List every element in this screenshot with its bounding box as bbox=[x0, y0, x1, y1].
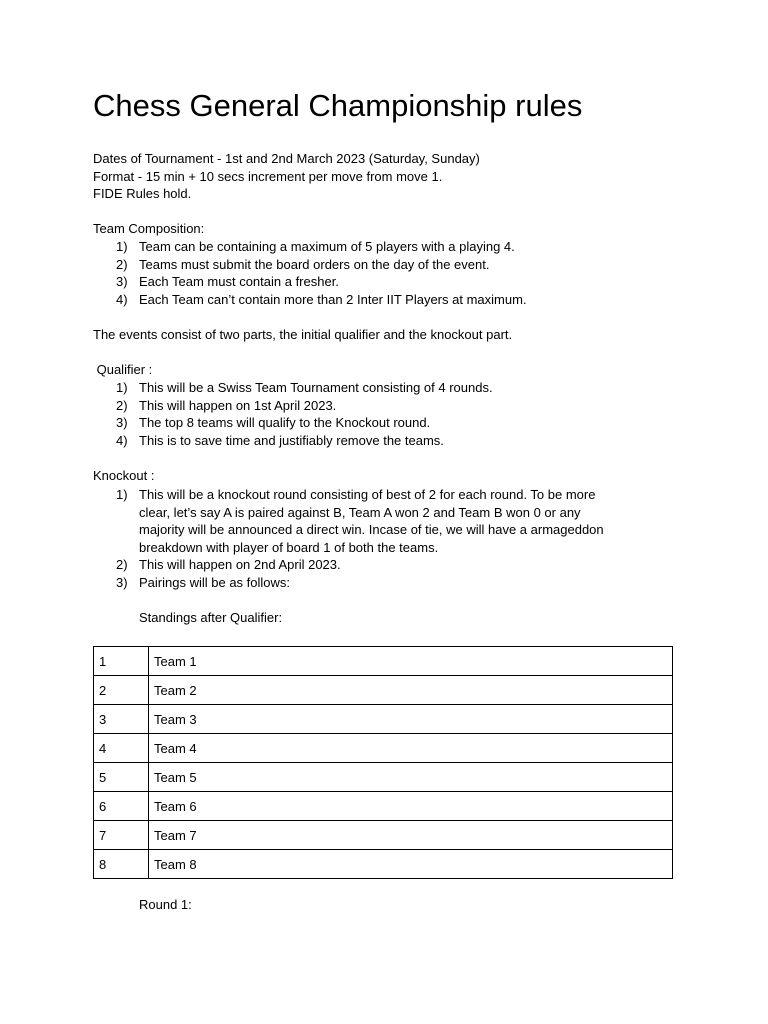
table-row bbox=[94, 821, 673, 850]
table-row bbox=[94, 850, 673, 879]
intro-format: Format - 15 min + 10 secs increment per move from move 1. bbox=[93, 169, 443, 184]
list-number: 4) bbox=[116, 292, 128, 307]
paragraph-line: clear, let’s say A is paired against B, Team A won 2 and Team B won 0 or any bbox=[139, 504, 581, 520]
events-summary: The events consist of two parts, the initial qualifier and the knockout part. bbox=[93, 327, 513, 342]
paragraph-line: majority will be announced a direct win. Incase of tie, we will have a armageddon bbox=[139, 522, 604, 538]
list-text: The top 8 teams will qualify to the Knockout round. bbox=[139, 415, 431, 430]
rank-cell: 7 bbox=[94, 821, 149, 850]
table-row bbox=[94, 734, 673, 763]
list-number: 2) bbox=[116, 557, 128, 572]
standings-table bbox=[93, 646, 673, 879]
team-cell: Team 7 bbox=[149, 821, 673, 850]
round-label: Round 1: bbox=[139, 897, 192, 912]
list-text: Each Team can’t contain more than 2 Inter IIT Players at maximum. bbox=[139, 292, 527, 307]
rank-cell: 8 bbox=[94, 850, 149, 879]
paragraph-line: breakdown with player of board 1 of both the teams. bbox=[139, 540, 439, 556]
team-cell: Team 3 bbox=[149, 705, 673, 734]
rank-cell: 1 bbox=[94, 647, 149, 676]
list-text: Pairings will be as follows: bbox=[139, 575, 291, 590]
team-cell: Team 5 bbox=[149, 763, 673, 792]
document-title: Chess General Championship rules bbox=[93, 88, 583, 123]
table-row bbox=[94, 676, 673, 705]
list-number: 2) bbox=[116, 257, 128, 272]
team-cell: Team 2 bbox=[149, 676, 673, 705]
knockout-rule-paragraph bbox=[139, 486, 669, 557]
intro-fide-rules: FIDE Rules hold. bbox=[93, 186, 192, 201]
list-number: 1) bbox=[116, 239, 128, 254]
list-text: This will be a Swiss Team Tournament consisting of 4 rounds. bbox=[139, 380, 493, 395]
table-row bbox=[94, 705, 673, 734]
team-cell: Team 8 bbox=[149, 850, 673, 879]
qualifier-heading: Qualifier : bbox=[93, 362, 153, 377]
paragraph-line: This will be a knockout round consisting of best of 2 for each round. To be more bbox=[139, 487, 596, 502]
list-number: 2) bbox=[116, 398, 128, 413]
list-text: This is to save time and justifiably remove the teams. bbox=[139, 433, 444, 448]
rank-cell: 3 bbox=[94, 705, 149, 734]
team-composition-heading: Team Composition: bbox=[93, 221, 205, 236]
table-row bbox=[94, 763, 673, 792]
list-text: Teams must submit the board orders on the day of the event. bbox=[139, 257, 490, 272]
standings-label: Standings after Qualifier: bbox=[139, 610, 283, 625]
team-cell: Team 4 bbox=[149, 734, 673, 763]
rank-cell: 6 bbox=[94, 792, 149, 821]
list-number: 4) bbox=[116, 433, 128, 448]
list-number: 1) bbox=[116, 380, 128, 395]
list-text: This will happen on 2nd April 2023. bbox=[139, 557, 341, 572]
team-cell: Team 1 bbox=[149, 647, 673, 676]
list-number: 3) bbox=[116, 274, 128, 289]
list-text: This will happen on 1st April 2023. bbox=[139, 398, 337, 413]
table-row bbox=[94, 647, 673, 676]
list-text: Team can be containing a maximum of 5 players with a playing 4. bbox=[139, 239, 515, 254]
knockout-heading: Knockout : bbox=[93, 468, 155, 483]
list-number: 3) bbox=[116, 575, 128, 590]
team-cell: Team 6 bbox=[149, 792, 673, 821]
list-number: 3) bbox=[116, 415, 128, 430]
rank-cell: 2 bbox=[94, 676, 149, 705]
list-number: 1) bbox=[116, 487, 128, 502]
list-text: Each Team must contain a fresher. bbox=[139, 274, 339, 289]
rank-cell: 5 bbox=[94, 763, 149, 792]
table-row bbox=[94, 792, 673, 821]
intro-dates: Dates of Tournament - 1st and 2nd March 2023 (Saturday, Sunday) bbox=[93, 151, 480, 166]
rank-cell: 4 bbox=[94, 734, 149, 763]
